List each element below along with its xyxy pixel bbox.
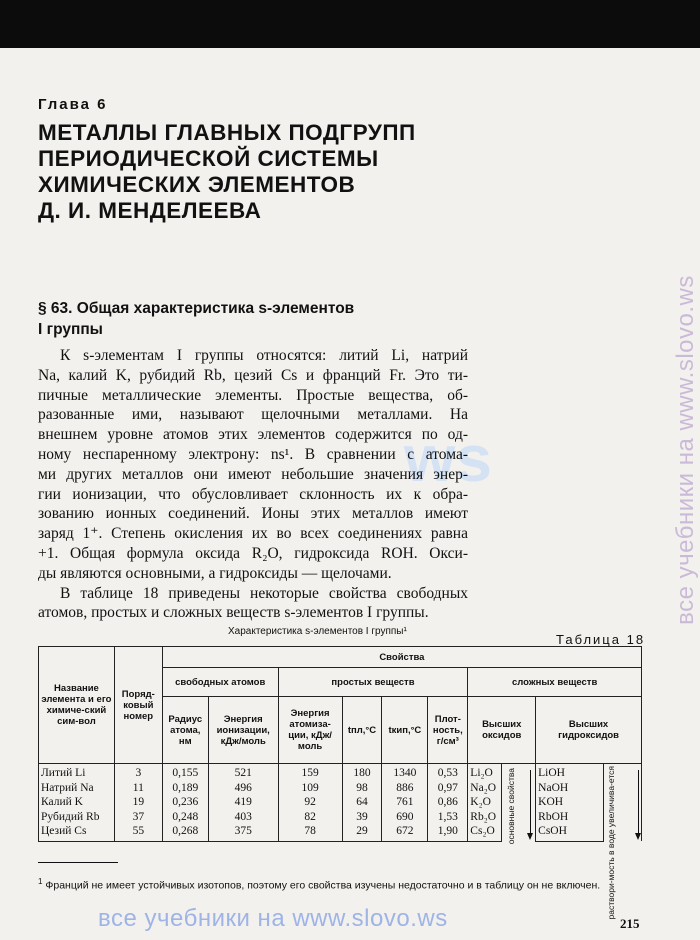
paragraph-line: Na, калий K, рубидий Rb, цезий Cs и франций Fr. Это ти-	[38, 366, 468, 384]
cell-name: Литий Li	[39, 764, 115, 781]
cell-ionization: 403	[208, 810, 278, 825]
chapter-label: Глава 6	[38, 96, 108, 113]
cell-hydroxide: KOH	[536, 795, 604, 810]
cell-radius: 0,268	[162, 824, 208, 841]
chapter-title-line: ХИМИЧЕСКИХ ЭЛЕМЕНТОВ	[38, 172, 356, 197]
cell-tmelt: 39	[342, 810, 382, 825]
cell-tboil: 886	[382, 781, 428, 796]
cell-number: 37	[114, 810, 162, 825]
cell-name: Рубидий Rb	[39, 810, 115, 825]
cell-tboil: 761	[382, 795, 428, 810]
footnote-rule	[38, 862, 118, 863]
paragraph-line: ды являются основными, а гидроксиды — щелочами.	[38, 564, 392, 582]
cell-ionization: 375	[208, 824, 278, 841]
cell-tboil: 690	[382, 810, 428, 825]
cell-hydroxide: CsOH	[536, 824, 604, 841]
cell-tmelt: 98	[342, 781, 382, 796]
watermark-center: ws	[404, 421, 493, 495]
cell-oxide: Li₂O	[468, 764, 502, 781]
chapter-title-line: МЕТАЛЛЫ ГЛАВНЫХ ПОДГРУПП	[38, 120, 416, 145]
cell-number: 11	[114, 781, 162, 796]
hydroxide-trend-cell	[604, 764, 642, 920]
watermark-bottom: все учебники на www.slovo.ws	[98, 905, 448, 932]
footnote-marker: 1	[38, 877, 43, 886]
table-row	[39, 824, 642, 841]
header-simple-substances: простых веществ	[278, 668, 468, 697]
cell-oxide: Rb₂O	[468, 810, 502, 825]
table-row	[39, 795, 642, 810]
table-number: Таблица 18	[556, 632, 646, 647]
header-density: Плот-ность, г/см³	[428, 697, 468, 764]
paragraph-line: атомов, простых и сложных веществ s-элементов I группы.	[38, 604, 429, 622]
header-ionization: Энергия ионизации, кДж/моль	[208, 697, 278, 764]
header-radius: Радиус атома, нм	[162, 697, 208, 764]
oxide-trend-cell	[502, 764, 536, 845]
table-row	[39, 764, 642, 781]
cell-radius: 0,248	[162, 810, 208, 825]
paragraph-line: ми других металлов они имеют небольшие значения энер-	[38, 465, 468, 483]
section-heading	[38, 298, 354, 340]
cell-radius: 0,236	[162, 795, 208, 810]
paragraph-line: К s-элементам I группы относятся: литий Li, натрий	[60, 347, 468, 364]
cell-oxide: Cs₂O	[468, 824, 502, 841]
paragraph-line: гии ионизации, что обусловливает склонность их к обра-	[38, 485, 468, 503]
arrow-down-icon	[638, 770, 639, 838]
header-oxides: Высших оксидов	[468, 697, 536, 764]
cell-name: Калий K	[39, 795, 115, 810]
cell-hydroxide: LiOH	[536, 764, 604, 781]
header-properties: Свойства	[162, 647, 641, 668]
oxide-trend-label: основные свойства	[506, 768, 517, 845]
table-row	[39, 810, 642, 825]
cell-tboil: 672	[382, 824, 428, 841]
page-number: 215	[620, 916, 640, 931]
cell-radius: 0,189	[162, 781, 208, 796]
paragraph-line: внешнем уровне атомов этих элементов содержится по од-	[38, 426, 468, 444]
paragraph-line: ному неспаренному электрону: ns¹. В сравнении с атома-	[38, 445, 468, 463]
table-caption: Характеристика s-элементов I группы¹	[228, 626, 407, 637]
cell-density: 1,90	[428, 824, 468, 841]
cell-atomization: 78	[278, 824, 342, 841]
cell-tmelt: 180	[342, 764, 382, 781]
header-tmelt: tпл,°C	[342, 697, 382, 764]
cell-name: Натрий Na	[39, 781, 115, 796]
watermark-side-text: все учебники на www.slovo.ws	[672, 275, 699, 625]
cell-atomization: 109	[278, 781, 342, 796]
hydroxide-trend-label: раствори-мость в воде увеличива-ется	[606, 766, 617, 920]
cell-atomization: 82	[278, 810, 342, 825]
header-tboil: tкип,°C	[382, 697, 428, 764]
scan-top-border	[0, 0, 700, 48]
cell-number: 55	[114, 824, 162, 841]
cell-oxide: Na₂O	[468, 781, 502, 796]
cell-density: 0,53	[428, 764, 468, 781]
cell-tboil: 1340	[382, 764, 428, 781]
chapter-title-line: ПЕРИОДИЧЕСКОЙ СИСТЕМЫ	[38, 146, 379, 171]
section-heading-line: § 63. Общая характеристика s-элементов	[38, 300, 355, 317]
cell-density: 1,53	[428, 810, 468, 825]
cell-hydroxide: NaOH	[536, 781, 604, 796]
paragraph-line: заряд 1⁺. Степень окисления их во всех соединениях равна	[38, 525, 468, 543]
section-heading-line: I группы	[38, 321, 103, 338]
cell-ionization: 496	[208, 781, 278, 796]
cell-oxide: K₂O	[468, 795, 502, 810]
chapter-title-line: Д. И. МЕНДЕЛЕЕВА	[38, 198, 262, 223]
paragraph-line: зованию ионных соединений. Ионы этих металлов имеют	[38, 505, 468, 523]
table-row	[39, 781, 642, 796]
arrow-down-icon	[530, 770, 531, 838]
cell-atomization: 92	[278, 795, 342, 810]
chapter-title	[38, 120, 416, 224]
footnote	[38, 874, 642, 894]
header-ordinal: Поряд-ковый номер	[114, 647, 162, 764]
cell-density: 0,97	[428, 781, 468, 796]
header-hydroxides: Высших гидроксидов	[536, 697, 642, 764]
cell-name: Цезий Cs	[39, 824, 115, 841]
cell-atomization: 159	[278, 764, 342, 781]
cell-radius: 0,155	[162, 764, 208, 781]
header-atomization: Энергия атомиза-ции, кДж/моль	[278, 697, 342, 764]
cell-tmelt: 64	[342, 795, 382, 810]
header-element-name: Название элемента и его химиче-ский сим-вол	[39, 647, 115, 764]
header-complex-substances: сложных веществ	[468, 668, 642, 697]
cell-hydroxide: RbOH	[536, 810, 604, 825]
cell-number: 3	[114, 764, 162, 781]
footnote-text: Франций не имеет устойчивых изотопов, поэтому его свойства изучены недостаточно и в таблицу он не включен.	[45, 879, 601, 892]
header-free-atoms: свободных атомов	[162, 668, 278, 697]
paragraph-line: В таблице 18 приведены некоторые свойства свободных	[60, 584, 468, 602]
cell-ionization: 521	[208, 764, 278, 781]
body-text	[38, 346, 468, 623]
cell-ionization: 419	[208, 795, 278, 810]
cell-tmelt: 29	[342, 824, 382, 841]
cell-density: 0,86	[428, 795, 468, 810]
cell-number: 19	[114, 795, 162, 810]
paragraph-line: пичные металлические элементы. Простые вещества, об-	[38, 386, 468, 404]
paragraph-line: разованные ими, называют щелочными металлами. На	[38, 406, 468, 424]
paragraph-line: +1. Общая формула оксида R₂O, гидроксида ROH. Окси-	[38, 544, 468, 562]
